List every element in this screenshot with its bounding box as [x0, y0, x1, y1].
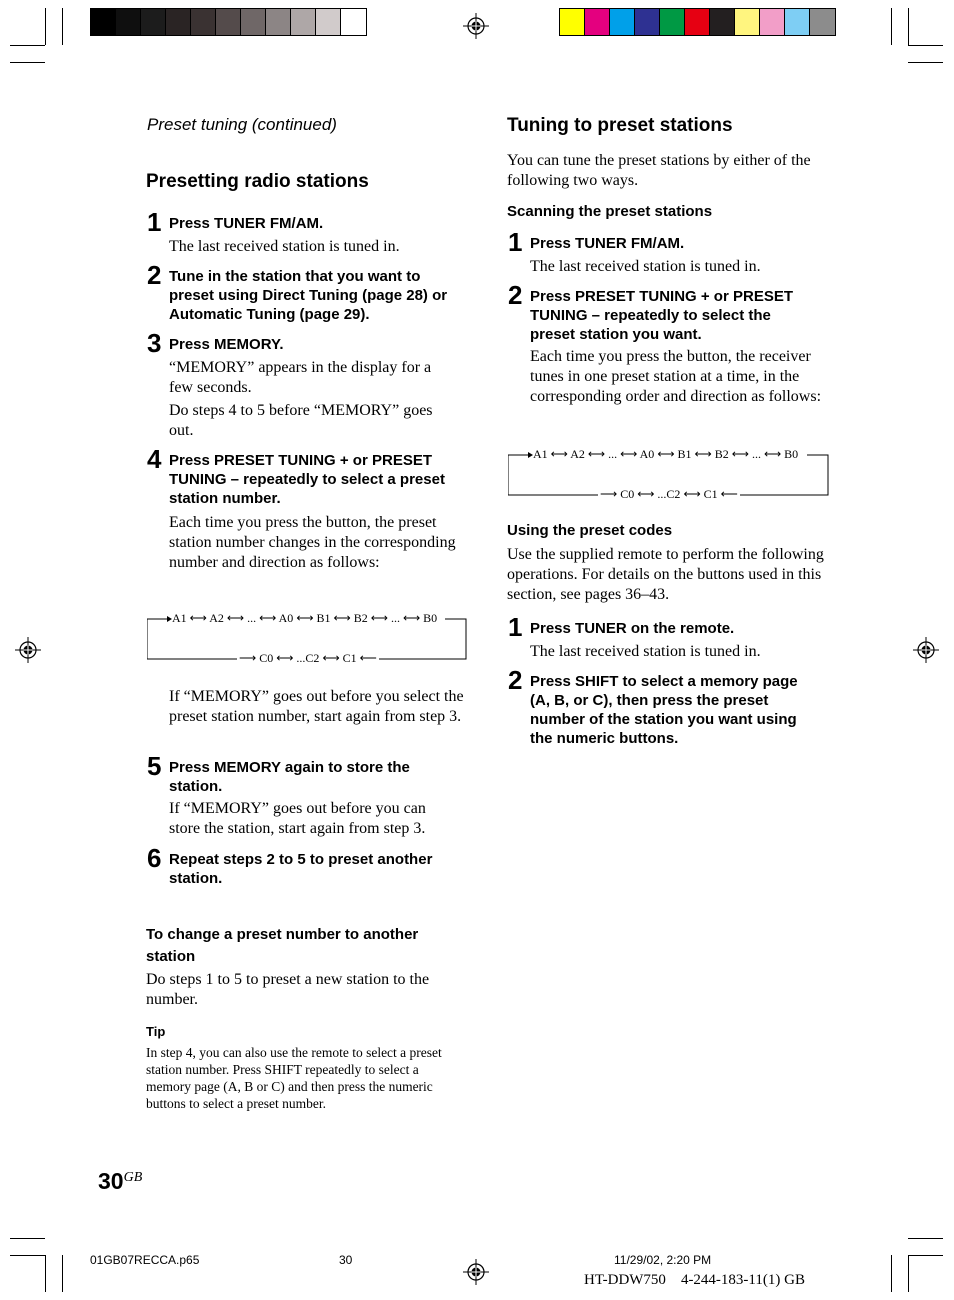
double-arrow-icon: ⟷: [550, 447, 568, 461]
scan-heading: Scanning the preset stations: [507, 203, 713, 220]
footer-page-ref: 30: [339, 1253, 353, 1267]
step-number: 2: [508, 665, 523, 695]
diagram-label: A0: [278, 611, 294, 625]
step-title: Repeat steps 2 to 5 to preset another station.: [169, 851, 433, 887]
double-arrow-icon: ⟷: [731, 447, 749, 461]
section-title-presetting: Presetting radio stations: [146, 171, 369, 192]
footer-model-code: [584, 1272, 805, 1289]
diagram-label: C0: [620, 487, 635, 501]
gray-swatch: [216, 9, 241, 35]
double-arrow-icon: ⟷: [189, 611, 207, 625]
step-desc: Each time you press the button, the receiver tunes in one preset station at a time, in the corresponding order and direction as follows:: [530, 348, 822, 405]
diagram-bottom-row: [598, 487, 740, 502]
step-desc: The last received station is tuned in.: [530, 643, 761, 660]
running-title: Preset tuning (continued): [147, 115, 337, 134]
step-desc: The last received station is tuned in.: [169, 238, 400, 255]
diagram-label: C1: [703, 487, 718, 501]
double-arrow-icon: ⟷: [620, 447, 638, 461]
double-arrow-icon: ⟷: [276, 651, 294, 665]
memory-note: If “MEMORY” goes out before you select the preset station number, start again from step 3.: [169, 688, 464, 725]
step-title: Press MEMORY again to store the station.: [169, 759, 410, 795]
footer-model: HT-DDW750: [584, 1272, 666, 1288]
diagram-label: B1: [316, 611, 331, 625]
diagram-label: ...: [390, 611, 400, 625]
color-swatch: [635, 9, 660, 35]
diagram-label: A1: [172, 611, 187, 625]
step-number: 1: [147, 207, 162, 237]
tip-heading: Tip: [146, 1024, 166, 1039]
footer-file: 01GB07RECCA.p65: [90, 1253, 200, 1267]
double-arrow-icon: ⟷: [322, 651, 340, 665]
color-swatch: [785, 9, 810, 35]
preset-order-diagram: [147, 610, 467, 665]
step-number: 1: [508, 227, 523, 257]
diagram-top-row: [533, 447, 798, 462]
step-title: Press PRESET TUNING + or PRESET TUNING – repeatedly to select the preset station you want.: [530, 288, 793, 343]
step-desc: Each time you press the button, the preset station number changes in the corresponding number and direction as follows:: [169, 514, 456, 571]
arrow-right-icon: ⟶: [600, 487, 618, 501]
color-swatch: [810, 9, 835, 35]
diagram-label: C0: [259, 651, 274, 665]
codes-heading: Using the preset codes: [507, 522, 673, 539]
registration-mark-icon: [463, 13, 489, 39]
diagram-label: ...C2: [657, 487, 681, 501]
page-number: [98, 1168, 142, 1195]
color-swatch: [660, 9, 685, 35]
gray-swatch: [141, 9, 166, 35]
double-arrow-icon: ⟷: [402, 611, 421, 625]
gray-swatch: [291, 9, 316, 35]
diagram-label: B0: [784, 447, 799, 461]
arrow-left-icon: ⟵: [359, 651, 377, 665]
codes-intro: Use the supplied remote to perform the following operations. For details on the buttons used in this section, see pages 36–43.: [507, 546, 824, 603]
step-title: Press TUNER on the remote.: [530, 620, 735, 637]
double-arrow-icon: ⟷: [370, 611, 388, 625]
color-swatch: [710, 9, 735, 35]
tip-text: In step 4, you can also use the remote to select a preset station number. Press SHIFT repeatedly to select a memory page (A, B or C) and then press the numeric buttons to select a preset number.: [146, 1045, 442, 1111]
gray-swatch: [91, 9, 116, 35]
double-arrow-icon: ⟷: [296, 611, 314, 625]
registration-mark-icon: [463, 1259, 489, 1285]
page-number-suffix: GB: [123, 1170, 143, 1185]
color-swatch: [760, 9, 785, 35]
step-title: Press TUNER FM/AM.: [169, 215, 324, 232]
step-number: 6: [147, 843, 162, 873]
step-desc: “MEMORY” appears in the display for a few seconds.: [169, 359, 432, 396]
double-arrow-icon: ⟷: [333, 611, 351, 625]
gray-swatch: [191, 9, 216, 35]
step-number: 2: [508, 280, 523, 310]
footer-code: 4-244-183-11(1) GB: [680, 1272, 805, 1288]
diagram-label: B0: [423, 611, 438, 625]
double-arrow-icon: ⟷: [657, 447, 675, 461]
footer-timestamp: 11/29/02, 2:20 PM: [614, 1253, 712, 1267]
arrow-right-icon: ⟶: [239, 651, 257, 665]
grayscale-calibration-strip: [90, 8, 367, 36]
step-number: 5: [147, 751, 162, 781]
color-calibration-strip: [559, 8, 836, 36]
step-number: 4: [147, 444, 162, 474]
diagram-label: ...C2: [296, 651, 320, 665]
diagram-label: C1: [342, 651, 357, 665]
step-desc: Do steps 4 to 5 before “MEMORY” goes out.: [169, 402, 433, 439]
color-swatch: [735, 9, 760, 35]
color-swatch: [560, 9, 585, 35]
diagram-label: B2: [714, 447, 729, 461]
gray-swatch: [266, 9, 291, 35]
diagram-top-row: [172, 611, 437, 626]
step-number: 2: [147, 260, 162, 290]
diagram-label: A1: [533, 447, 548, 461]
color-swatch: [610, 9, 635, 35]
section-title-tuning: Tuning to preset stations: [507, 115, 733, 136]
registration-mark-icon: [15, 637, 41, 663]
step-number: 1: [508, 612, 523, 642]
color-swatch: [685, 9, 710, 35]
change-preset-heading: To change a preset number to another station: [146, 926, 419, 965]
registration-mark-icon: [913, 637, 939, 663]
step-title: Press TUNER FM/AM.: [530, 235, 685, 252]
gray-swatch: [241, 9, 266, 35]
step-title: Press SHIFT to select a memory page (A, B, or C), then press the preset number of the station you want using the numeric buttons.: [530, 673, 798, 747]
change-preset-text: Do steps 1 to 5 to preset a new station to the number.: [146, 971, 430, 1008]
double-arrow-icon: ⟷: [763, 447, 782, 461]
step-title: Press MEMORY.: [169, 336, 284, 353]
step-title: Tune in the station that you want to preset using Direct Tuning (page 28) or Automatic Tuning (page 29).: [169, 268, 448, 323]
diagram-label: ...: [608, 447, 618, 461]
gray-swatch: [116, 9, 141, 35]
color-swatch: [585, 9, 610, 35]
diagram-label: A2: [209, 611, 224, 625]
diagram-bottom-row: [237, 651, 379, 666]
diagram-label: B1: [677, 447, 692, 461]
double-arrow-icon: ⟷: [259, 611, 277, 625]
diagram-label: A0: [639, 447, 655, 461]
diagram-label: A2: [570, 447, 585, 461]
page-number-value: 30: [98, 1168, 124, 1194]
step-title: Press PRESET TUNING + or PRESET TUNING – repeatedly to select a preset station number.: [169, 452, 445, 507]
double-arrow-icon: ⟷: [694, 447, 712, 461]
gray-swatch: [166, 9, 191, 35]
tuning-intro: You can tune the preset stations by either of the following two ways.: [507, 152, 811, 189]
step-number: 3: [147, 328, 162, 358]
diagram-label: B2: [353, 611, 368, 625]
gray-swatch: [341, 9, 366, 35]
diagram-label: ...: [751, 447, 761, 461]
preset-order-diagram: [508, 446, 830, 501]
step-desc: The last received station is tuned in.: [530, 258, 761, 275]
double-arrow-icon: ⟷: [683, 487, 701, 501]
step-desc: If “MEMORY” goes out before you can store the station, start again from step 3.: [169, 800, 426, 837]
double-arrow-icon: ⟷: [587, 447, 606, 461]
gray-swatch: [316, 9, 341, 35]
arrow-left-icon: ⟵: [720, 487, 738, 501]
double-arrow-icon: ⟷: [637, 487, 655, 501]
double-arrow-icon: ⟷: [226, 611, 245, 625]
diagram-label: ...: [247, 611, 257, 625]
